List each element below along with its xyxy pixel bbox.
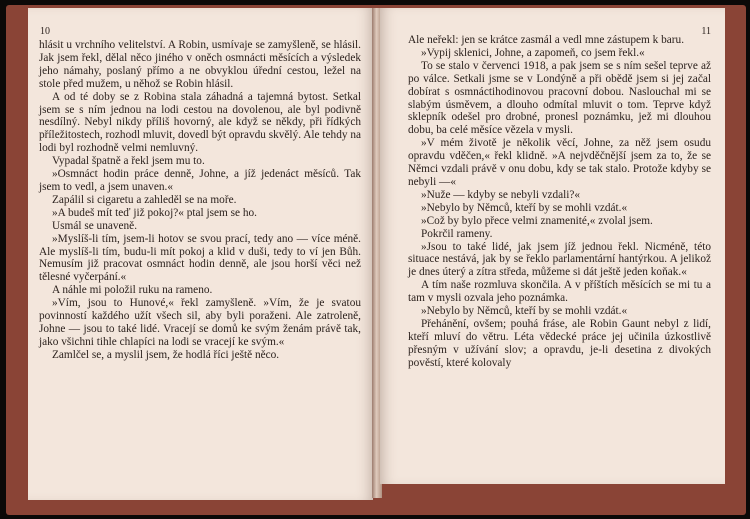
- paragraph: Přehánění, ovšem; pouhá fráse, ale Robin Gaunt nebyl z lidí, kteří mluví do větru. Léta vědecké práce jej učinila úzkostlivě přesným v užívání slov; a opravdu, je-li desetina z divokých pověstí, které kolovaly: [408, 317, 711, 369]
- paragraph: A tím naše rozmluva skončila. A v příštích měsících se mi tu a tam v mysli ozvala jeho poznámka.: [408, 279, 711, 305]
- paragraph: hlásit u vrchního velitelství. A Robin, usmívaje se zamyšleně, se hlásil. Jak jsem řekl, dělal něco jiného v oněch osmnácti měsících a výsledek jeho námahy, poslaný přímo a ne obvyklou úřední cestou, ležel na stole před mužem, u něhož se Robin hlásil.: [39, 39, 361, 90]
- paragraph: To se stalo v červenci 1918, a pak jsem se s ním sešel teprve až po válce. Setkali jsme se v Londýně a při obědě jsem si jej začal dobírat s osmnáctihodinovou pracovní dobou. Naslouchal mi se slabým úsměvem, a dlouho odmítal mluvit o tom. Teprve když sklepník odešel pro drobné, pronesl poznámku, jež mi dlouhou dobu, ba celé měsíce vězela v mysli.: [408, 59, 711, 137]
- paragraph: »Myslíš-li tím, jsem-li hotov se svou prací, tedy ano — více méně. Ale myslíš-li tím, budu-li mít pokoj a klid v duši, tedy to ví jen Bůh. Nemusím již pracovat osmnáct hodin denně, ale jsou horší věci než tělesné vyčerpání.«: [39, 232, 361, 284]
- paragraph: »Nebylo by Němců, kteří by se mohli vzdát.«: [421, 201, 628, 214]
- right-page: [380, 8, 725, 484]
- paragraph: »Vím, jsou to Hunové,« řekl zamyšleně. »Vím, že je svatou povinností každého užít všech sil, aby byli poraženi. Ale zatroleně, Johne — jsou to také lidé. Vracejí se domů ke svým ženám právě tak, jako všichni tihle chlapíci na lodi se vracejí ke svým.«: [39, 297, 361, 348]
- left-page-number: 10: [40, 26, 50, 37]
- paragraph: »Nebylo by Němců, kteří by se mohli vzdát.«: [421, 305, 628, 318]
- paragraph: Ale neřekl: jen se krátce zasmál a vedl mne zástupem k baru.: [408, 34, 685, 46]
- paragraph: »V mém životě je několik věcí, Johne, za něž jsem osudu opravdu vděčen,« řekl klidně. »A nejvděčnější jsem za to, že se Němci vzdali právě v onu dobu, kdy se tak stalo. Protože kdyby se nebyli —«: [408, 137, 711, 188]
- paragraph: »Což by bylo přece velmi znamenité,« zvolal jsem.: [421, 214, 653, 227]
- paragraph: A od té doby se z Robina stala záhadná a tajemná bytost. Setkal jsem se s ním jednou na lodi cestou na dovolenou, ale byl podivně nesdílný. Nebyl nikdy příliš hovorný, ale když se někdy, při řídkých příležitostech, rozhodl mluvit, dovedl být opravdu skvělý. Ale tehdy na lodi byl rozhodně velmi nemluvný.: [39, 90, 361, 155]
- paragraph: Usmál se unaveně.: [52, 219, 138, 232]
- right-page-text: [408, 34, 711, 370]
- paragraph: »Osmnáct hodin práce denně, Johne, a jíž jedenáct měsíců. Tak jsem to vedl, a jsem unaven.«: [39, 168, 361, 193]
- paragraph: »A budeš mít teď již pokoj?« ptal jsem se ho.: [52, 206, 257, 219]
- left-page: [28, 8, 373, 500]
- paragraph: Pokrčil rameny.: [421, 227, 493, 240]
- paragraph: »Jsou to také lidé, jak jsem jíž jednou řekl. Nicméně, této situace nestává, jak by se řeklo parlamentární hantýrkou. A jelikož je dnes úterý a zítra středa, můžeme si dát ještě jeden koňak.«: [408, 240, 711, 279]
- paragraph: »Nuže — kdyby se nebyli vzdali?«: [421, 188, 581, 201]
- paragraph: »Vypij sklenici, Johne, a zapomeň, co jsem řekl.«: [421, 46, 645, 59]
- right-page-number: 11: [701, 26, 711, 37]
- left-page-text: [39, 39, 361, 362]
- paragraph: Vypadal špatně a řekl jsem mu to.: [52, 155, 205, 168]
- paragraph: A náhle mi položil ruku na rameno.: [52, 284, 213, 297]
- paragraph: Zamlčel se, a myslil jsem, že hodlá říci ještě něco.: [52, 348, 280, 361]
- paragraph: Zapálil si cigaretu a zahleděl se na moře.: [52, 193, 237, 206]
